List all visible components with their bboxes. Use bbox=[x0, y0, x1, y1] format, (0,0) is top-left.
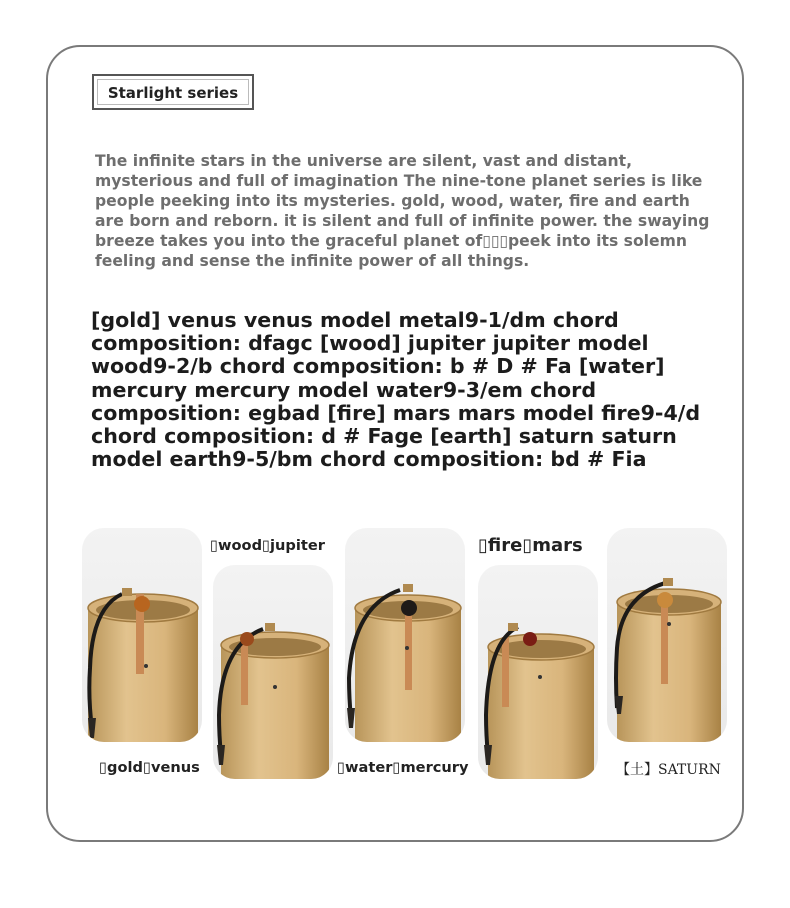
chime-image-gold-venus bbox=[82, 528, 202, 742]
caption-water-mercury: ▯water▯mercury bbox=[337, 759, 469, 776]
bamboo-chime-illustration bbox=[82, 528, 202, 742]
chime-image-fire-mars bbox=[478, 565, 598, 779]
models-paragraph: [gold] venus venus model metal9-1/dm chord composition: dfagc [wood] jupiter jupiter model wood9-2/b chord composition: b # D # Fa [water] mercury mercury model water9-3/em chord composition: egbad [fire] mars mars model fire9-4/d chord composition: d # Fage [earth] saturn saturn model earth9-5/bm chord composition: bd # Fia bbox=[91, 308, 701, 472]
series-badge bbox=[92, 74, 254, 110]
bead-fire bbox=[523, 632, 537, 646]
chime-image-water-mercury bbox=[345, 528, 465, 742]
caption-earth-saturn: 【土】SATURN bbox=[616, 762, 721, 778]
bamboo-chime-illustration bbox=[213, 565, 333, 779]
caption-gold-venus: ▯gold▯venus bbox=[99, 759, 200, 776]
bamboo-chime-illustration bbox=[345, 528, 465, 742]
bamboo-chime-illustration bbox=[607, 528, 727, 742]
intro-paragraph: The infinite stars in the universe are silent, vast and distant, mysterious and full of imagination The nine-tone planet series is like people peeking into its mysteries. gold, wood, water, fire and earth are born and reborn. it is silent and full of infinite power. the swaying breeze takes you into the graceful planet of▯▯▯peek into its solemn feeling and sense the infinite power of all things. bbox=[95, 152, 710, 270]
bead-water bbox=[401, 600, 417, 616]
bead-gold bbox=[134, 596, 150, 612]
bead-wood bbox=[240, 632, 254, 646]
chime-image-earth-saturn bbox=[607, 528, 727, 742]
chime-image-wood-jupiter bbox=[213, 565, 333, 779]
bead-earth bbox=[657, 592, 673, 608]
caption-wood-jupiter: ▯wood▯jupiter bbox=[210, 537, 325, 554]
series-label: Starlight series bbox=[107, 84, 239, 102]
bamboo-chime-illustration bbox=[478, 565, 598, 779]
caption-fire-mars: ▯fire▯mars bbox=[478, 535, 583, 556]
